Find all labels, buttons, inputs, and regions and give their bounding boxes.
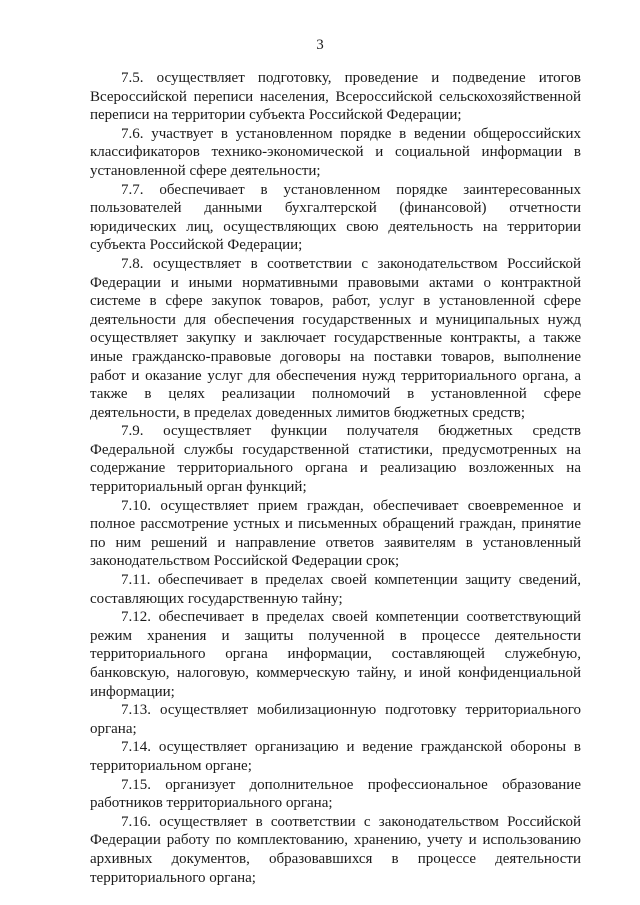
paragraph-7-14: 7.14. осуществляет организацию и ведение гражданской обороны в территориальном органе; xyxy=(90,739,581,774)
paragraph-7-5: 7.5. осуществляет подготовку, проведение и подведение итогов Всероссийской переписи населения, Всероссийской сельскохозяйственной переписи на территории субъекта Российской Федерации; xyxy=(90,70,581,124)
paragraph-7-11: 7.11. обеспечивает в пределах своей компетенции защиту сведений, составляющих государственную тайну; xyxy=(90,572,581,607)
paragraph-7-9: 7.9. осуществляет функции получателя бюджетных средств Федеральной службы государственной статистики, предусмотренных на содержание территориального органа и реализацию возложенных на территориальный орган функций; xyxy=(90,423,581,496)
paragraph-7-12: 7.12. обеспечивает в пределах своей компетенции соответствующий режим хранения и защиты полученной в процессе деятельности территориального органа информации, составляющей служебную, банковскую, налоговую, коммерческую тайну, и иной конфиденциальной информации; xyxy=(90,609,581,700)
paragraph-7-7: 7.7. обеспечивает в установленном порядке заинтересованных пользователей данными бухгалтерской (финансовой) отчетности юридических лиц, осуществляющих свою деятельность на территории субъекта Российской Федерации; xyxy=(90,181,581,254)
page-number: 3 xyxy=(316,37,324,53)
paragraph-7-6: 7.6. участвует в установленном порядке в ведении общероссийских классификаторов технико-экономической и социальной информации в установленной сфере деятельности; xyxy=(90,125,581,179)
paragraph-7-10: 7.10. осуществляет прием граждан, обеспечивает своевременное и полное рассмотрение устных и письменных обращений граждан, принятие по ним решений и направление ответов заявителям в установленный законодательством Российской Федерации срок; xyxy=(90,497,581,570)
paragraph-7-15: 7.15. организует дополнительное профессиональное образование работников территориального органа; xyxy=(90,776,581,812)
document-body xyxy=(90,69,581,887)
paragraph-7-16: 7.16. осуществляет в соответствии с законодательством Российской Федерации работу по комплектованию, хранению, учету и использованию архивных документов, образовавшихся в процессе деятельности территориального органа; xyxy=(90,813,581,886)
paragraph-7-8: 7.8. осуществляет в соответствии с законодательством Российской Федерации и иными нормативными правовыми актами о контрактной системе в сфере закупок товаров, работ, услуг в установленной сфере деятельности для обеспечения государственных и муниципальных нужд осуществляет закупку и заключает государственные контракты, а также иные гражданско-правовые договоры на поставки товаров, выполнение работ и оказание услуг для обеспечения нужд территориального органа, а также в целях реализации полномочий в установленной сфере деятельности, в пределах доведенных лимитов бюджетных средств; xyxy=(90,255,581,421)
paragraph-7-13: 7.13. осуществляет мобилизационную подготовку территориального органа; xyxy=(90,702,581,737)
